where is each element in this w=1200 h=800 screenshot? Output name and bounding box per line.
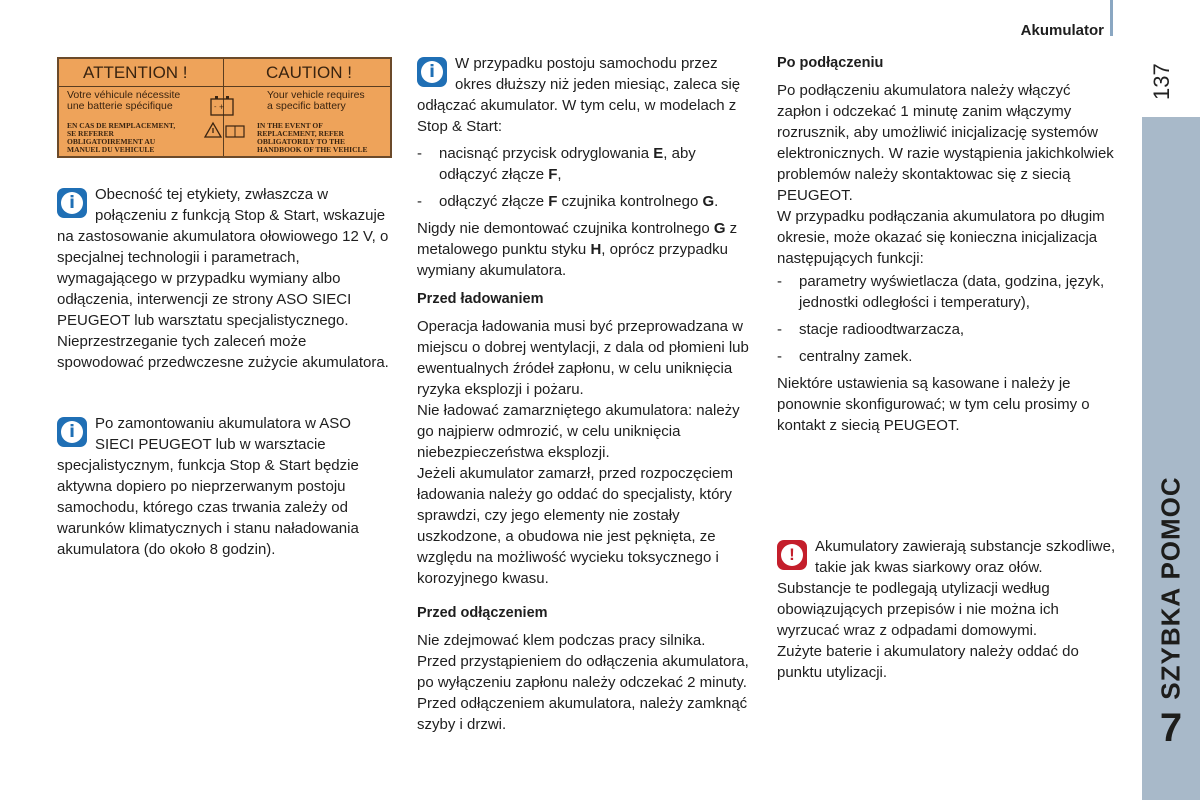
info-icon: i xyxy=(57,417,87,447)
label-caps-en-4: HANDBOOK OF THE VEHICLE xyxy=(257,145,368,154)
bullet-disconnect-connector: - odłączyć złącze F czujnika kontrolnego G. xyxy=(417,191,757,212)
sensor-note: Nigdy nie demontować czujnika kontrolnego G z metalowego punktu styku H, oprócz przypadku wymiany akumulatora. xyxy=(417,220,738,279)
info-label-text-2: Nieprzestrzeganie tych zaleceń może spowodować przedwczesne zużycie akumulatora. xyxy=(57,333,389,371)
battery-symbols-icon xyxy=(199,95,263,141)
warning-block-recycling xyxy=(777,536,1117,683)
info-stop-start-text: Po zamontowaniu akumulatora w ASO SIECI PEUGEOT lub w warsztacie specjalistycznym, funkcja Stop & Start będzie aktywna dopiero po nieprzerwanym postoju samochodu, którego czas trwania zależy od warunków klimatycznych i stanu naładowania akumulatora (do około 8 godzin). xyxy=(57,415,359,558)
after-connect-text-3: Niektóre ustawienia są kasowane i należy je ponownie skonfigurować; w tym celu prosimy o kontakt z siecią PEUGEOT. xyxy=(777,375,1090,434)
column-right xyxy=(777,53,1117,683)
warning-icon: ! xyxy=(777,540,807,570)
page-number: 137 xyxy=(1149,63,1174,100)
heading-before-disconnecting: Przed odłączeniem xyxy=(417,605,548,621)
info-block-label xyxy=(57,184,392,373)
after-connect-text-2: W przypadku podłączania akumulatora po długim okresie, może okazać się konieczna inicjalizacja następujących funkcji: xyxy=(777,208,1105,267)
column-left xyxy=(57,184,392,560)
header-rule xyxy=(1110,0,1113,36)
label-caps-en-2: REPLACEMENT, REFER xyxy=(257,129,344,138)
info-block-parking xyxy=(417,53,757,137)
disconnect-text-2: Przed przystąpieniem do odłączenia akumulatora, po wyłączeniu zapłonu należy odczekać 2 minuty. xyxy=(417,653,749,691)
after-connect-text-1: Po podłączeniu akumulatora należy włączyć zapłon i odczekać 1 minutę zanim włączymy rozrusznik, aby umożliwić inicjalizację systemów elektronicznych. W razie wystąpienia jakichkolwiek problemów należy skontaktowac się z siecią PEUGEOT. xyxy=(777,82,1114,204)
label-heading-fr: ATTENTION ! xyxy=(83,63,188,82)
charging-text-1: Operacja ładowania musi być przeprowadzana w miejscu o dobrej wentylacji, z dala od płomieni lub ewentualnych źródeł zapłonu, w celu uniknięcia ryzyka eksplozji i pożaru. xyxy=(417,318,749,398)
label-caps-en-3: OBLIGATORILY TO THE xyxy=(257,137,345,146)
bullet-display-params: - parametry wyświetlacza (data, godzina, język, jednostki odległości i temperatury), xyxy=(777,271,1117,313)
label-caps-fr-1: EN CAS DE REMPLACEMENT, xyxy=(67,121,176,130)
label-caps-fr-4: MANUEL DU VEHICULE xyxy=(67,145,155,154)
disconnect-text-1: Nie zdejmować klem podczas pracy silnika. xyxy=(417,632,706,649)
column-middle xyxy=(417,53,757,735)
label-hline xyxy=(59,86,390,87)
label-heading-en: CAUTION ! xyxy=(266,63,352,82)
svg-text:- +: - + xyxy=(214,103,225,111)
charging-text-2: Nie ładować zamarzniętego akumulatora: należy go najpierw odmrozić, w celu uniknięcia niebezpieczeństwa eksplozji. xyxy=(417,402,740,461)
warning-recycling-text: Akumulatory zawierają substancje szkodliwe, takie jak kwas siarkowy oraz ołów. Substancje te podlegają utylizacji według obowiązujących przepisów i nie można ich wyrzucać wraz z odpadami domowymi. xyxy=(777,538,1116,639)
label-text-fr-1: Votre véhicule nécessite xyxy=(67,89,181,101)
heading-after-connecting: Po podłączeniu xyxy=(777,55,884,71)
battery-warning-label xyxy=(57,57,392,158)
section-title: Akumulator xyxy=(1020,22,1104,39)
bullet-unlock-button: - nacisnąć przycisk odryglowania E, aby odłączyć złącze F, xyxy=(417,143,757,185)
label-text-fr-2: une batterie spécifique xyxy=(67,100,173,112)
info-icon: i xyxy=(417,57,447,87)
info-parking-text: W przypadku postoju samochodu przez okres dłuższy niż jeden miesiąc, zaleca się odłączać akumulator. W tym celu, w modelach z Stop & Start: xyxy=(417,55,741,135)
bullet-central-locking: - centralny zamek. xyxy=(777,346,1117,367)
label-caps-en-1: IN THE EVENT OF xyxy=(257,121,323,130)
info-label-text: Obecność tej etykiety, zwłaszcza w połączeniu z funkcją Stop & Start, wskazuje na zastosowanie akumulatora ołowiowego 12 V, o specjalnej technologii i parametrach, wymagającego w przypadku wymiany albo odłączenia, interwencji ze strony ASO SIECI PEUGEOT lub warsztatu specjalistycznego. xyxy=(57,186,389,329)
chapter-label: SZYBKA POMOC xyxy=(1155,476,1186,700)
chapter-number: 7 xyxy=(1159,706,1183,750)
info-icon: i xyxy=(57,188,87,218)
label-text-en-1: Your vehicle requires xyxy=(267,89,365,101)
warning-recycling-text-2: Zużyte baterie i akumulatory należy oddać do punktu utylizacji. xyxy=(777,643,1079,681)
charging-text-3: Jeżeli akumulator zamarzł, przed rozpoczęciem ładowania należy go oddać do specjalisty, który sprawdzi, czy jego elementy nie zostały uszkodzone, a obudowa nie jest pęknięta, ze względu na możliwość wycieku toksycznego i korozyjnego kwasu. xyxy=(417,465,733,587)
bullet-radio-stations: - stacje radioodtwarzacza, xyxy=(777,319,1117,340)
label-caps-fr-3: OBLIGATOIREMENT AU xyxy=(67,137,156,146)
info-block-stop-start xyxy=(57,413,392,560)
heading-before-charging: Przed ładowaniem xyxy=(417,291,544,307)
disconnect-text-3: Przed odłączeniem akumulatora, należy zamknąć szyby i drzwi. xyxy=(417,695,748,733)
label-caps-fr-2: SE REFERER xyxy=(67,129,114,138)
label-text-en-2: a specific battery xyxy=(267,100,346,112)
